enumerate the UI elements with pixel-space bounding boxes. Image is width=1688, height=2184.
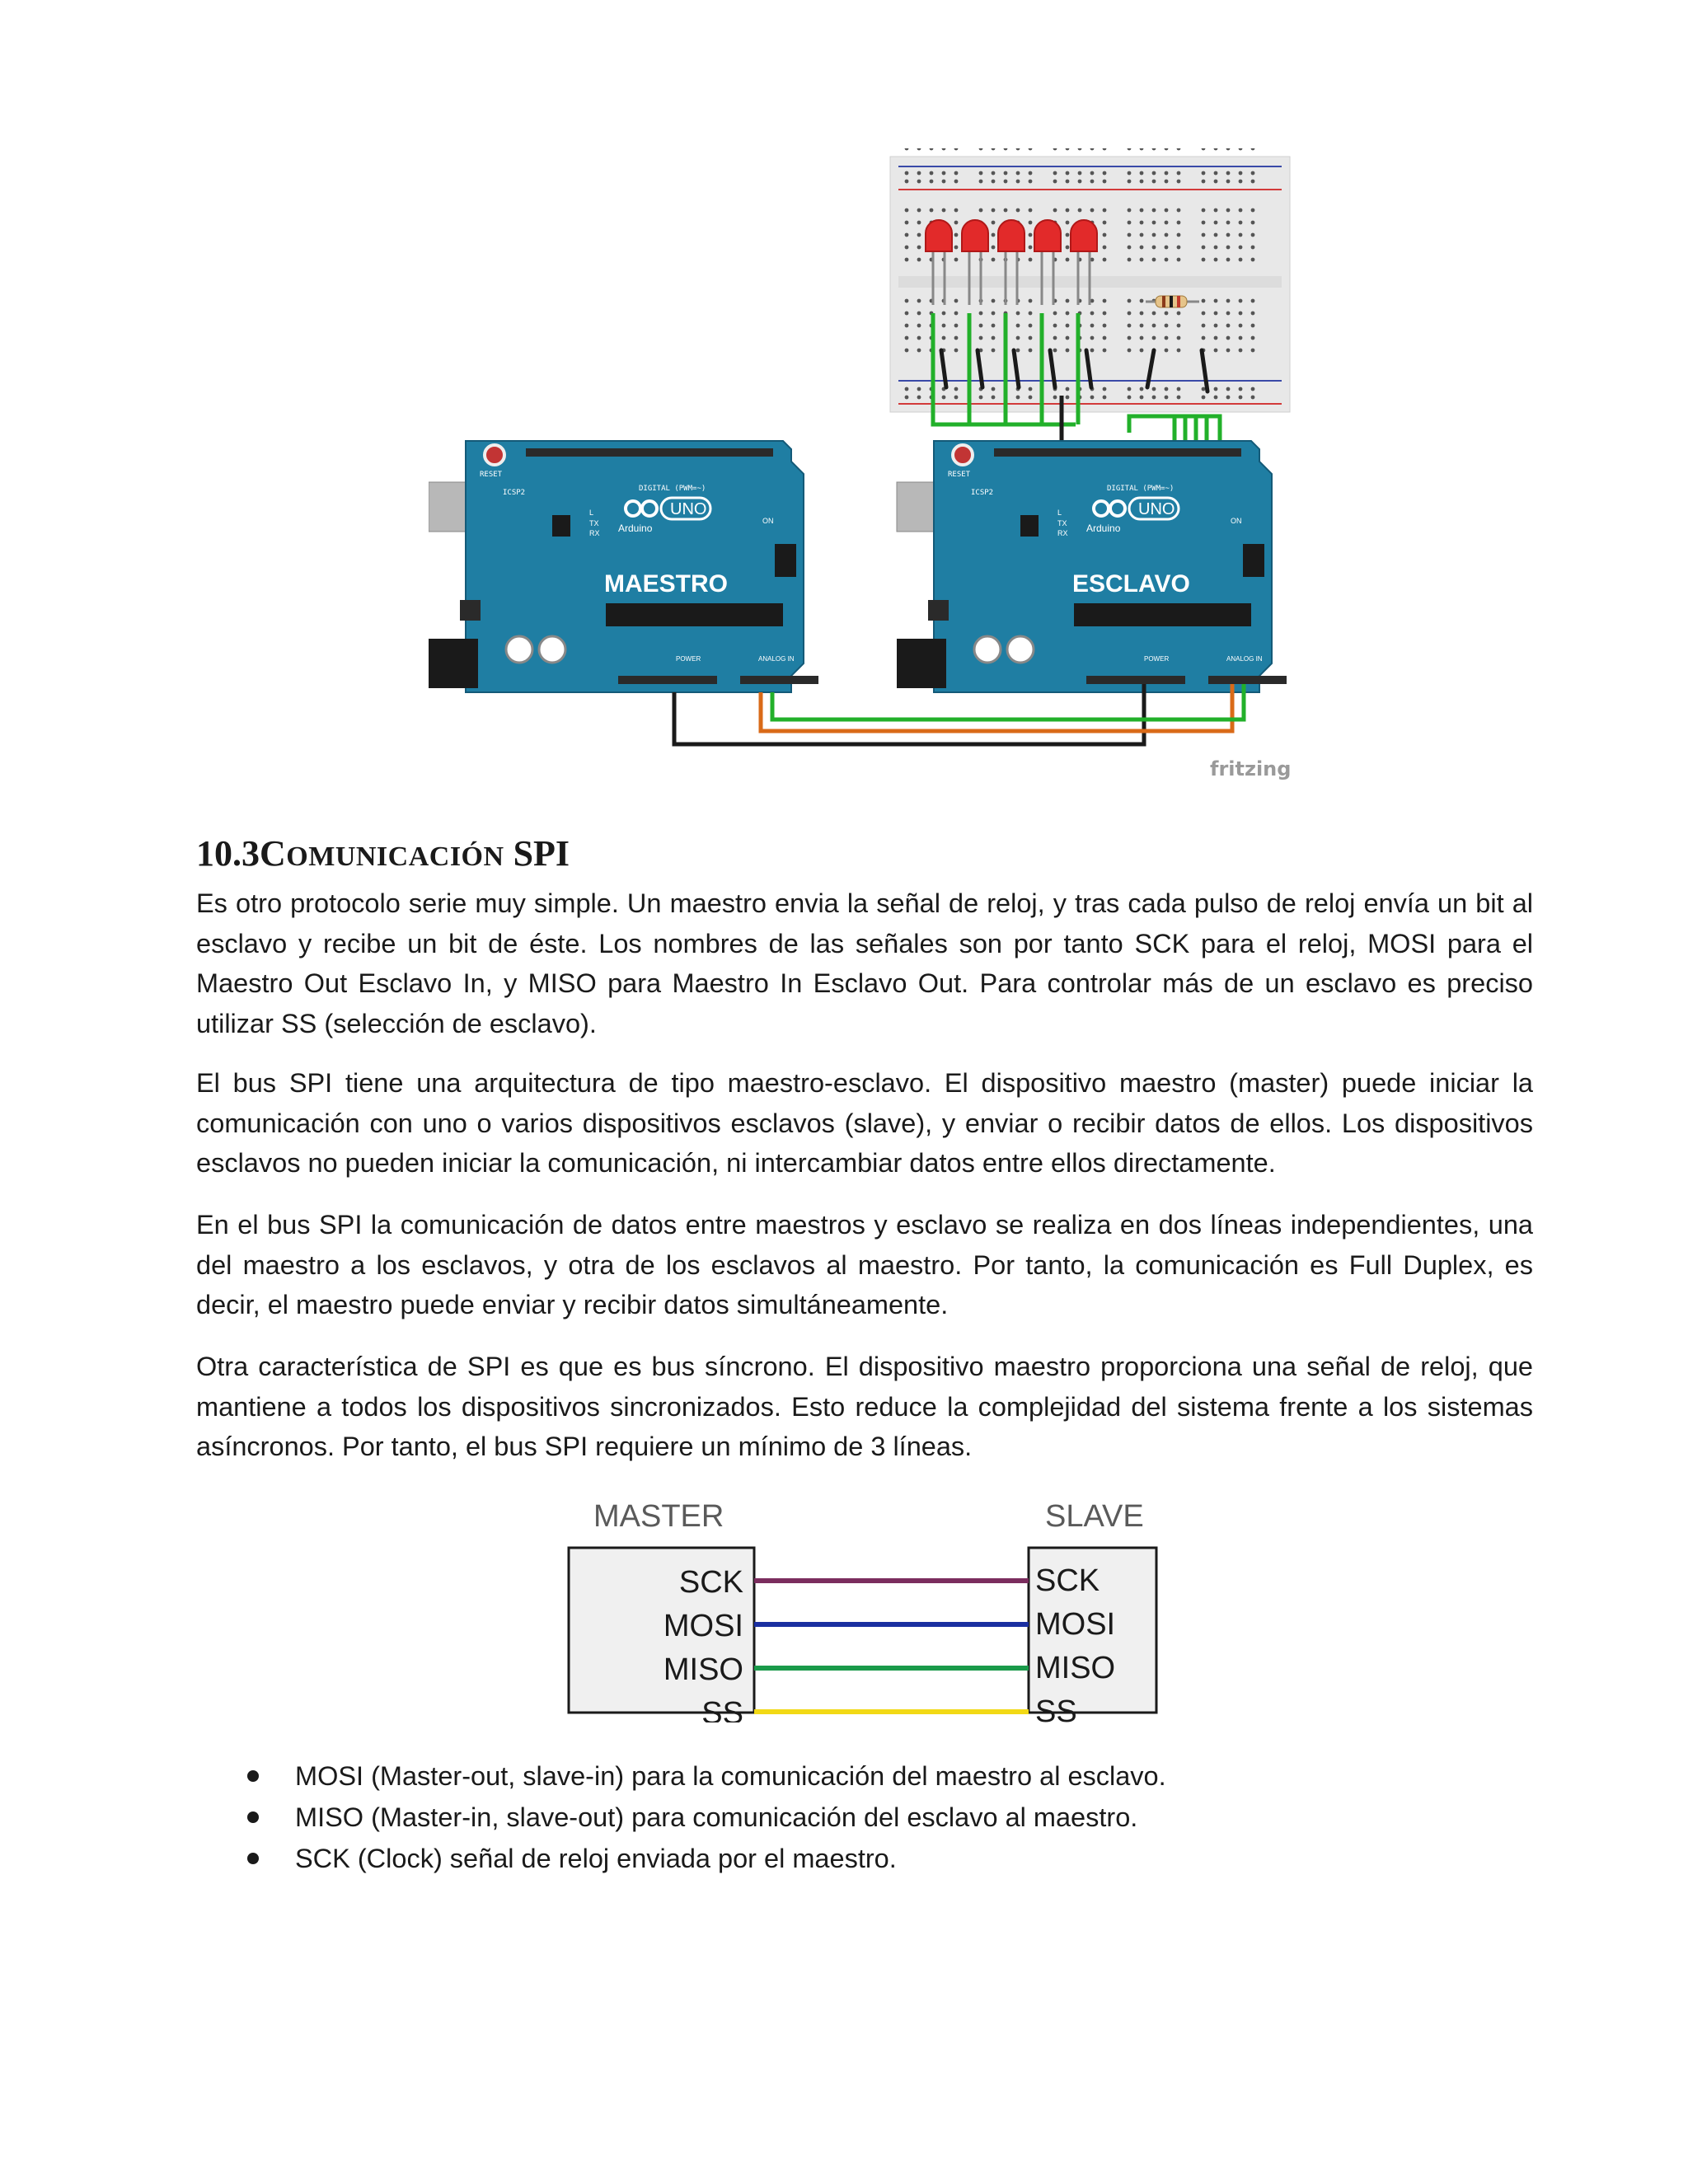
svg-text:ON: ON	[762, 517, 774, 525]
bullet-icon	[247, 1770, 259, 1782]
master-pin-sck: SCK	[678, 1565, 743, 1600]
paragraph-intro: Es otro protocolo serie muy simple. Un maestro envia la señal de reloj, y tras cada pulso de reloj envía un bit al esclavo y recibe un bit de éste. Los nombres de las señales son por tanto SCK para el reloj, MOSI para el Maestro Out Esclavo In, y MISO para Maestro In Esclavo Out. Para controlar más de un esclavo es preciso utilizar SS (selección de esclavo).	[196, 888, 1533, 1038]
section-title-smallcaps: COMUNICACIÓN	[260, 833, 504, 874]
slave-label: ESCLAVO	[1072, 570, 1190, 598]
section-title-tail: SPI	[513, 833, 570, 874]
svg-text:ANALOG IN: ANALOG IN	[1226, 655, 1263, 663]
svg-text:ICSP2: ICSP2	[971, 489, 994, 497]
slave-pin-mosi: MOSI	[1035, 1607, 1116, 1642]
master-pin-mosi: MOSI	[663, 1609, 743, 1643]
svg-text:POWER: POWER	[676, 655, 701, 663]
slave-title: SLAVE	[1045, 1499, 1144, 1534]
arduino-spi-wiring-figure	[429, 148, 1302, 791]
section-heading	[196, 832, 570, 874]
arduino-slave-board	[897, 441, 1287, 692]
slave-reset-label: RESET	[948, 471, 971, 479]
master-pin-ss: SS	[701, 1696, 743, 1722]
svg-text:L: L	[1057, 509, 1062, 517]
svg-text:ICSP2: ICSP2	[503, 489, 526, 497]
svg-text:DIGITAL (PWM=~): DIGITAL (PWM=~)	[1107, 485, 1175, 493]
spi-master-slave-diagram	[560, 1492, 1170, 1722]
paragraph-architecture: El bus SPI tiene una arquitectura de tipo maestro-esclavo. El dispositivo maestro (master) puede iniciar la comunicación con uno o varios dispositivos esclavos (slave), y enviar o recibir datos de ellos. Los dispositivos esclavos no pueden iniciar la comunicación, ni intercambiar datos entre ellos directamente.	[196, 1068, 1533, 1178]
svg-text:POWER: POWER	[1144, 655, 1170, 663]
section-number: 10.3	[196, 833, 260, 874]
slave-pin-sck: SCK	[1035, 1563, 1100, 1598]
svg-text:Arduino: Arduino	[1086, 523, 1121, 534]
master-label: MAESTRO	[604, 570, 728, 598]
slave-pin-miso: MISO	[1035, 1651, 1116, 1685]
master-reset-label: RESET	[480, 471, 503, 479]
fritzing-watermark: fritzing	[1210, 757, 1292, 780]
bullet-icon	[247, 1853, 259, 1864]
svg-text:RX: RX	[589, 529, 600, 537]
svg-text:ANALOG IN: ANALOG IN	[758, 655, 795, 663]
master-uno-brand: UNO	[670, 500, 707, 518]
svg-text:DIGITAL (PWM=~): DIGITAL (PWM=~)	[639, 485, 706, 493]
paragraph-synchronous: Otra característica de SPI es que es bus síncrono. El dispositivo maestro proporciona una señal de reloj, que mantiene a todos los dispositivos sincronizados. Esto reduce la complejidad del sistema frente a los sistemas asíncronos. Por tanto, el bus SPI requiere un mínimo de 3 líneas.	[196, 1352, 1533, 1461]
paragraph-full-duplex: En el bus SPI la comunicación de datos entre maestros y esclavo se realiza en dos líneas independientes, una del maestro a los esclavos, y otra de los esclavos al maestro. Por tanto, la comunicación es Full Duplex, es decir, el maestro puede enviar y recibir datos simultáneamente.	[196, 1210, 1533, 1319]
master-title: MASTER	[593, 1499, 724, 1534]
list-item: MOSI (Master-out, slave-in) para la comunicación del maestro al esclavo.	[247, 1755, 1166, 1797]
master-pin-miso: MISO	[663, 1652, 743, 1687]
svg-text:L: L	[589, 509, 594, 517]
svg-text:TX: TX	[1057, 519, 1067, 527]
list-item: MISO (Master-in, slave-out) para comunicación del esclavo al maestro.	[247, 1797, 1166, 1838]
arduino-master-board	[429, 441, 818, 692]
svg-text:TX: TX	[589, 519, 599, 527]
slave-pin-ss: SS	[1035, 1694, 1077, 1722]
spi-signal-list	[247, 1755, 1166, 1879]
list-item: SCK (Clock) señal de reloj enviada por el maestro.	[247, 1838, 1166, 1879]
svg-text:RX: RX	[1057, 529, 1068, 537]
bullet-icon	[247, 1811, 259, 1823]
svg-text:Arduino: Arduino	[618, 523, 653, 534]
slave-uno-brand: UNO	[1138, 500, 1175, 518]
svg-text:ON: ON	[1231, 517, 1242, 525]
